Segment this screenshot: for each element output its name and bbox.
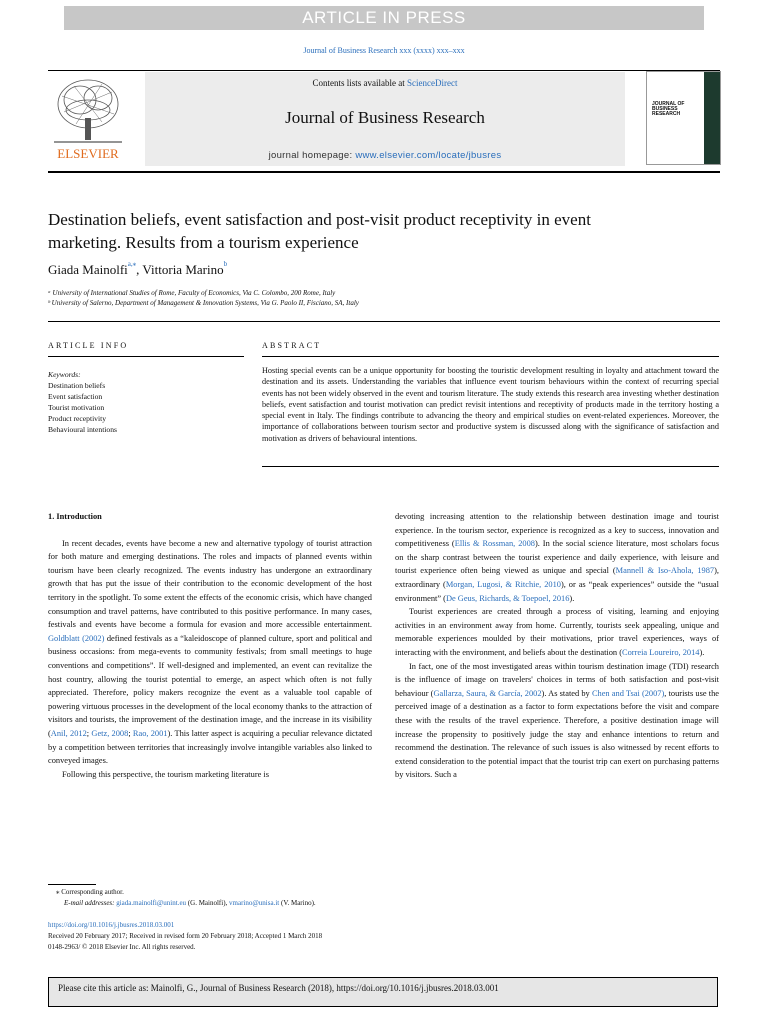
sciencedirect-link[interactable]: ScienceDirect bbox=[407, 78, 458, 88]
author-affiliation-marker[interactable]: a,⁎ bbox=[127, 260, 137, 268]
journal-reference-link[interactable]: Journal of Business Research xxx (xxxx) xxx–xxx bbox=[303, 46, 465, 55]
email-link[interactable]: giada.mainolfi@unint.eu bbox=[116, 899, 187, 907]
keyword-item: Product receptivity bbox=[48, 414, 106, 423]
journal-masthead bbox=[145, 72, 625, 166]
citation-link[interactable]: Anil, 2012 bbox=[50, 728, 87, 738]
citation-link[interactable]: Goldblatt (2002) bbox=[48, 633, 105, 643]
email-addresses: E-mail addresses: giada.mainolfi@unint.eu (G. Mainolfi), vmarino@unisa.it (V. Marino). bbox=[64, 899, 316, 907]
keyword-item: Tourist motivation bbox=[48, 403, 105, 412]
corresponding-author-note: ⁎ Corresponding author. bbox=[56, 888, 124, 896]
author-name: Giada Mainolfi bbox=[48, 262, 128, 277]
abstract-text: Hosting special events can be a unique opportunity for boosting the touristic development resulting in loyalty and attachment toward the destination and its assets. Understanding the variables that influence event tourism behaviours within the context of recurring special events has not been widely observed in the event and tourism literature. The study extends this research area investing whether destination beliefs, event satisfaction and tourist motivation can predict revisit intentions and receptivity of products made in the territory hosting a special event in Italy. The findings contribute to advancing the theory and empirical studies on event-related experiences. Moreover, the importance of collaborations between tourism sector and productive system is discussed along with the significance of satisfaction and motivation as drivers of behavioural intentions. bbox=[262, 366, 719, 443]
info-rule bbox=[48, 356, 244, 357]
author-affiliation-marker[interactable]: b bbox=[223, 260, 228, 268]
abstract-rule bbox=[262, 356, 719, 357]
info-rule-top bbox=[48, 321, 720, 322]
article-title: Destination beliefs, event satisfaction and post-visit product receptivity in event marketing. Results from a tourism experience bbox=[48, 210, 591, 252]
citation-link[interactable]: Getz, 2008 bbox=[91, 728, 129, 738]
contents-line: Contents lists available at ScienceDirect bbox=[312, 78, 458, 88]
body-paragraph: Tourist experiences are created through a process of visiting, learning and enjoying activities in an environment away from home. Currently, tourists seek appealing, unique and memorable experiences moulded by their motivations, prior travel experiences, ways of interacting with the environment, and beliefs about the destination (Correia Loureiro, 2014). bbox=[395, 607, 719, 657]
keyword-item: Destination beliefs bbox=[48, 381, 106, 390]
article-in-press-banner: ARTICLE IN PRESS bbox=[64, 6, 704, 30]
elsevier-tree-icon bbox=[48, 74, 128, 164]
body-paragraph: Following this perspective, the tourism marketing literature is bbox=[62, 769, 270, 779]
journal-homepage: journal homepage: www.elsevier.com/locate/jbusres bbox=[268, 150, 502, 161]
email-link[interactable]: vmarino@unisa.it bbox=[229, 899, 280, 907]
keyword-item: Event satisfaction bbox=[48, 392, 103, 401]
citation-link[interactable]: Rao, 2001 bbox=[132, 728, 168, 738]
elsevier-logo bbox=[48, 74, 128, 164]
keyword-item: Behavioural intentions bbox=[48, 425, 117, 434]
citation-link[interactable]: Morgan, Lugosi, & Ritchie, 2010 bbox=[445, 579, 561, 589]
author-name: , Vittoria Marino bbox=[136, 262, 224, 277]
header-rule-bottom bbox=[48, 171, 720, 173]
cover-stripe bbox=[704, 72, 720, 164]
cover-title: JOURNAL OF BUSINESS RESEARCH bbox=[652, 101, 685, 117]
citation-link[interactable]: Correia Loureiro, 2014 bbox=[622, 647, 700, 657]
body-paragraph: In recent decades, events have become a new and alternative typology of tourist attraction for both mature and emerging destinations. The roles and impacts of planned events within tourism have been clearly recognized. The events industry has undergone an extraordinary growth that has put the issue of their contribution to the economic development of the host territory in the spotlight. To some extent the effects of the economic crisis, which have changed consumption and travel patterns, have contributed to this positive performance. In many cases, festivals and events have become a formula for evasion and more accessible entertainment. Goldblatt (2002) defined festivals as a “kaleidoscope of planned culture, sport and political and business occasions: from mega-events to community festivals; from small meetings to huge conventions and competitions”. If well-designed and implemented, an event can revitalize the host country, allowing the tourist potential to emerge, an aspect which often is not fully appreciated. Therefore, policy makers recognize the event as a valuable tool capable of powering virtuous processes in the development of the local economy thanks to the attraction of visitors and tourists, the improvement of the destination image, and the increase in its visibility (Anil, 2012; Getz, 2008; Rao, 2001). This latter aspect is acquiring a peculiar relevance dictated by a competition between territories that increasingly involve intangible variables also linked to conveyed images. bbox=[48, 538, 373, 766]
doi-link[interactable]: https://doi.org/10.1016/j.jbusres.2018.03.001 bbox=[48, 921, 175, 929]
article-info-heading: ARTICLE INFO bbox=[48, 341, 129, 350]
citation-link[interactable]: De Geus, Richards, & Toepoel, 2016 bbox=[445, 593, 570, 603]
journal-cover-thumbnail[interactable] bbox=[646, 71, 721, 165]
body-column-left bbox=[48, 510, 372, 781]
svg-text:ELSEVIER: ELSEVIER bbox=[57, 146, 119, 161]
affiliation-a: ᵃ University of International Studies of Rome, Faculty of Economics, Via C. Colombo, 200 Rome, Italy bbox=[48, 289, 336, 297]
body-column-right bbox=[395, 510, 719, 782]
body-paragraph: devoting increasing attention to the relationship between destination image and tourist experience. In the tourism sector, experience is recognized as a key to success, innovation and competitiveness (Ellis & Rossman, 2008). In the social science literature, most scholars focus on the sharp contrast between the tourist experience and daily experience, with leisure and tourist experience often being viewed as unique and special (Mannell & Iso-Ahola, 1987), extraordinary (Morgan, Lugosi, & Ritchie, 2010), or as “peak experiences” outside the “usual environment” (De Geus, Richards, & Toepoel, 2016). bbox=[395, 512, 719, 603]
keywords-block bbox=[48, 369, 117, 435]
header-rule-top bbox=[48, 70, 720, 71]
affiliation-b: ᵇ University of Salerno, Department of Management & Innovation Systems, Via G. Paolo II, Fisciano, SA, Italy bbox=[48, 299, 359, 307]
journal-title: Journal of Business Research bbox=[285, 108, 485, 127]
keywords-label: Keywords: bbox=[48, 370, 81, 379]
abstract-heading: ABSTRACT bbox=[262, 341, 322, 350]
body-paragraph: In fact, one of the most investigated areas within tourism destination image (TDI) research is the influence of image on travelers' choices in terms of both satisfaction and post-visit behaviour (Gallarza, Saura, & García, 2002). As stated by Chen and Tsai (2007), tourists use the perceived image of a destination as a factor to form expectations before the visit and compare these with the results of the travel experience. Therefore, a positive destination image will increase the propensity to positively judge the stay and enhance intentions to return and recommend the destination. The relevance of such issues is also witnessed by recent efforts to extend consideration to the potential impact that the tourist trip can exert on purchasing patterns by visitors. Such a bbox=[395, 661, 720, 780]
section-heading: 1. Introduction bbox=[48, 512, 102, 521]
citation-link[interactable]: Chen and Tsai (2007) bbox=[591, 688, 665, 698]
homepage-link[interactable]: www.elsevier.com/locate/jbusres bbox=[355, 150, 502, 161]
received-dates: Received 20 February 2017; Received in revised form 20 February 2018; Accepted 1 March 2018 bbox=[48, 932, 323, 940]
issn-copyright: 0148-2963/ © 2018 Elsevier Inc. All rights reserved. bbox=[48, 943, 196, 951]
cite-this-article-box: Please cite this article as: Mainolfi, G., Journal of Business Research (2018), https://doi.org/10.1016/j.jbusres.2018.03.001 bbox=[48, 977, 718, 1007]
footnote-rule bbox=[48, 884, 96, 885]
author-list bbox=[48, 262, 227, 278]
citation-link[interactable]: Gallarza, Saura, & García, 2002 bbox=[433, 688, 542, 698]
abstract-rule-bottom bbox=[262, 466, 719, 467]
citation-link[interactable]: Ellis & Rossman, 2008 bbox=[454, 539, 535, 549]
citation-link[interactable]: Mannell & Iso-Ahola, 1987 bbox=[615, 566, 715, 576]
